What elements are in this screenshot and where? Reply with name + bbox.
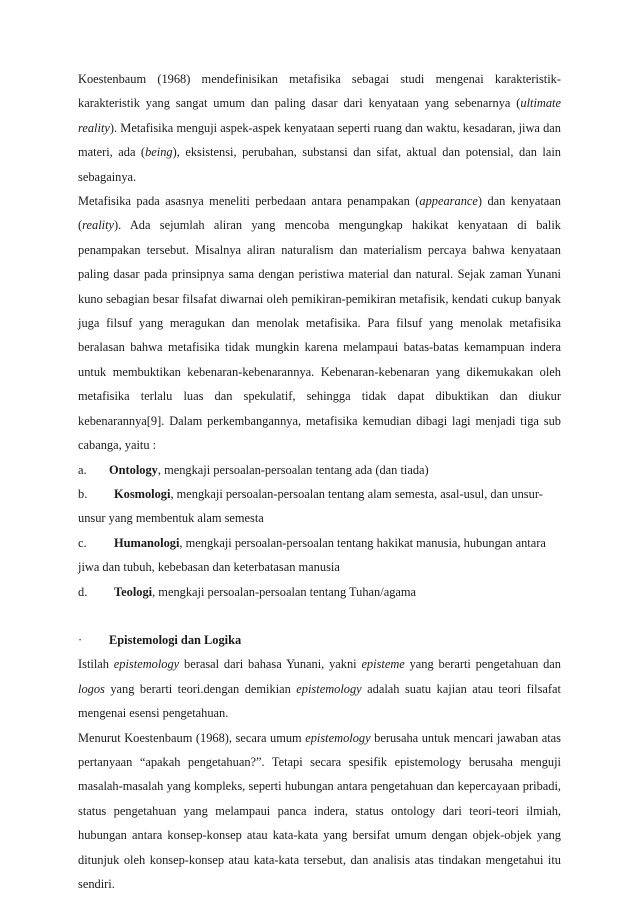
italic-term: episteme <box>361 657 405 672</box>
text-run: , mengkaji persoalan-persoalan tentang hakikat manusia, hubungan antara <box>179 535 546 550</box>
list-text <box>114 531 561 555</box>
text-run: , mengkaji persoalan-persoalan tentang alam semesta, asal-usul, dan unsur- <box>170 486 543 501</box>
list-item <box>78 580 561 604</box>
text-run: , mengkaji persoalan-persoalan tentang ada (dan tiada) <box>157 462 429 477</box>
list-item <box>78 531 561 555</box>
list-text <box>114 580 561 604</box>
list-item <box>78 482 561 506</box>
paragraph-epistemology-definition <box>78 652 561 725</box>
text-run: Menurut Koestenbaum (1968), secara umum <box>78 730 306 745</box>
italic-term: epistemology <box>296 681 362 696</box>
text-run: yang berarti pengetahuan dan <box>404 657 561 672</box>
list-label: d. <box>78 584 88 599</box>
text-run: ). Ada sejumlah aliran yang mencoba mengungkap hakikat kenyataan di balik penampakan tersebut. Misalnya aliran naturalism dan materialism percaya bahwa kenyataan paling dasar pada prinsipnya sama dengan peristiwa material dan natural. Sejak zaman Yunani kuno sebagian besar filsafat diwarnai oleh pemikiran-pemikiran metafisik, kendati cukup banyak juga filsuf yang meragukan dan menolak metafisika. Para filsuf yang menolak metafisika beralasan bahwa metafisika tidak mungkin karena melampaui batas-batas kemampuan indera untuk membuktikan kebenaran-kebenarannya. Kebenaran-kebenaran yang dikemukakan oleh metafisika terlalu luas dan spekulatif, sehingga tidak dapat dibuktikan dan diukur kebenarannya[9]. Dalam perkembangannya, metafisika kemudian dibagi lagi menjadi tiga sub cabanga, yaitu : <box>78 218 561 453</box>
section-heading <box>78 628 561 652</box>
text-run: berasal dari bahasa Yunani, yakni <box>179 657 362 672</box>
text-run: Istilah <box>78 657 114 672</box>
italic-term: reality <box>82 218 115 233</box>
list-label: b. <box>78 486 88 501</box>
text-run: adalah suatu kajian atau teori filsafat mengenai esensi pengetahuan. <box>78 681 561 721</box>
text-run: yang berarti teori.dengan demikian <box>104 681 297 696</box>
list-label: c. <box>78 535 87 550</box>
text-run: ) dan kenyataan ( <box>78 194 561 233</box>
italic-term: ultimate reality <box>78 96 561 135</box>
paragraph-metafisika-definition <box>78 67 561 189</box>
blank-line <box>78 604 561 628</box>
text-run: ). Metafisika menguji aspek-aspek kenyataan seperti ruang dan waktu, kesadaran, jiwa dan materi, ada ( <box>78 120 561 160</box>
italic-term: appearance <box>419 194 478 209</box>
italic-term: epistemology <box>113 657 180 672</box>
italic-term: logos <box>78 681 105 696</box>
section-bullet: · <box>78 632 83 647</box>
text-run: ), eksistensi, perubahan, substansi dan sifat, aktual dan potensial, dan lain sebagainya. <box>78 145 561 184</box>
text-run: Koestenbaum (1968) mendefinisikan metafisika sebagai studi mengenai karakteristik-karakteristik yang sangat umum dan paling dasar dari kenyataan yang sebenarnya ( <box>78 72 561 111</box>
section-title: Epistemologi dan Logika <box>109 632 242 647</box>
bold-term: Kosmologi <box>114 486 171 501</box>
text-run: , mengkaji persoalan-persoalan tentang Tuhan/agama <box>152 584 417 599</box>
paragraph-epistemology-koestenbaum <box>78 726 561 897</box>
list-label: a. <box>78 462 87 477</box>
italic-term: epistemology <box>305 730 371 745</box>
paragraph-metafisika-asas <box>78 189 561 457</box>
list-item <box>78 458 561 482</box>
document-body <box>78 67 561 896</box>
bold-term: Teologi <box>114 584 153 599</box>
list-continuation: unsur yang membentuk alam semesta <box>78 511 264 526</box>
italic-term: being <box>145 145 173 160</box>
list-text <box>109 458 561 482</box>
text-run: Metafisika pada asasnya meneliti perbedaan antara penampakan ( <box>78 194 420 209</box>
bold-term: Ontology <box>109 462 158 477</box>
bold-term: Humanologi <box>114 535 180 550</box>
text-run: berusaha untuk mencari jawaban atas pertanyaan “apakah pengetahuan?”. Tetapi secara spesifik epistemology berusaha menguji masalah-masalah yang kompleks, seperti hubungan antara pengetahuan dan kepercayaan pribadi, status pengetahuan yang melampaui panca indera, status ontology dari teori-teori ilmiah, hubungan antara konsep-konsep atau kata-kata yang bersifat umum dengan objek-objek yang ditunjuk oleh konsep-konsep atau kata-kata tersebut, dan analisis atas tindakan mengetahui itu sendiri. <box>78 730 561 891</box>
list-text <box>114 482 561 506</box>
list-continuation: jiwa dan tubuh, kebebasan dan keterbatasan manusia <box>78 560 340 575</box>
